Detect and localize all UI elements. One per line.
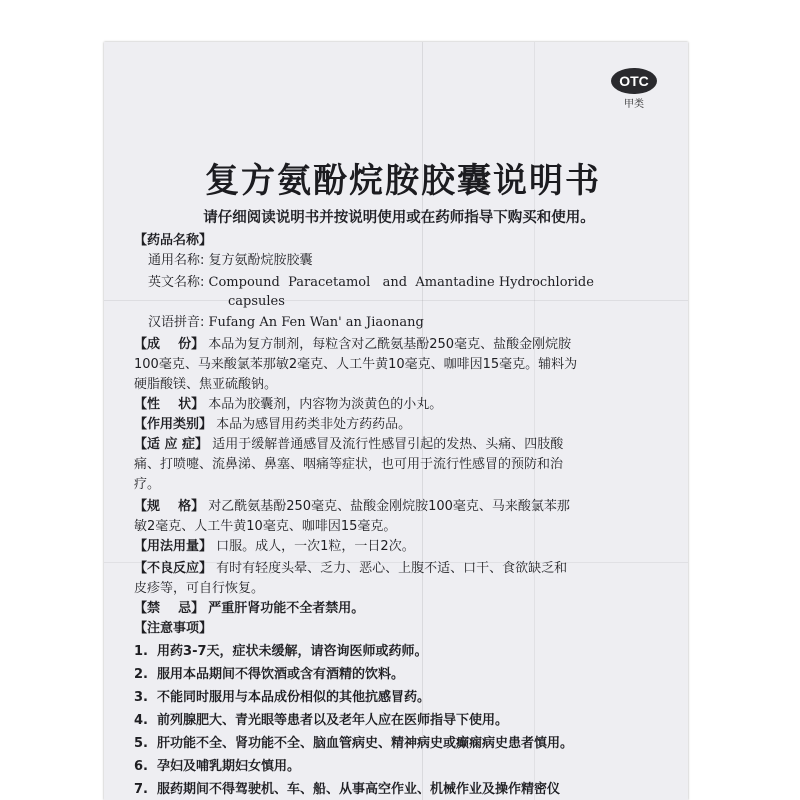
- dosage-row: [134, 538, 415, 556]
- adverse-text-cont: 皮疹等，可自行恢复。: [134, 581, 265, 596]
- pinyin-label: 汉语拼音:: [148, 315, 205, 330]
- list-item: 4. 前列腺肥大、青光眼等患者以及老年人应在医师指导下使用。: [134, 713, 509, 728]
- generic-name-row: [148, 252, 313, 270]
- category-text: 本品为感冒用药类非处方药药品。: [216, 417, 412, 432]
- contraindications-row: [134, 600, 364, 618]
- list-item: 3. 不能同时服用与本品成份相似的其他抗感冒药。: [134, 690, 431, 705]
- indications-row: [134, 436, 563, 454]
- english-name-value: Compound Paracetamol and Amantadine Hydrochloride: [208, 275, 594, 290]
- specification-row: [134, 498, 570, 516]
- list-item: 6. 孕妇及哺乳期妇女慎用。: [134, 759, 301, 774]
- pinyin-row: [148, 314, 424, 332]
- list-item: 1. 用药3-7天，症状未缓解，请咨询医师或药师。: [134, 644, 428, 659]
- generic-name-label: 通用名称:: [148, 253, 205, 268]
- specification-text-cont: 敏2毫克、人工牛黄10毫克、咖啡因15毫克。: [134, 519, 397, 534]
- otc-logo: OTC: [611, 68, 657, 94]
- section-header-precautions: 【注意事项】: [134, 621, 213, 636]
- fold-crease: [104, 300, 688, 301]
- section-header-category: 【作用类别】: [134, 417, 213, 432]
- indications-text: 适用于缓解普通感冒及流行性感冒引起的发热、头痛、四肢酸: [212, 437, 564, 452]
- list-item: 7. 服药期间不得驾驶机、车、船、从事高空作业、机械作业及操作精密仪: [134, 782, 561, 797]
- english-name-row: [148, 274, 594, 292]
- list-item: 5. 肝功能不全、肾功能不全、脑血管病史、精神病史或癫痫病史患者慎用。: [134, 736, 574, 751]
- properties-row: [134, 396, 442, 414]
- category-row: [134, 416, 411, 434]
- otc-class-label: 甲类: [624, 99, 644, 110]
- section-header-properties: 【性 状】: [134, 397, 205, 412]
- generic-name-value: 复方氨酚烷胺胶囊: [208, 253, 313, 268]
- specification-text: 对乙酰氨基酚250毫克、盐酸金刚烷胺100毫克、马来酸氯苯那: [208, 499, 570, 514]
- adverse-text: 有时有轻度头晕、乏力、恶心、上腹不适、口干、食欲缺乏和: [216, 561, 568, 576]
- indications-text-cont: 痛、打喷嚏、流鼻涕、鼻塞、咽痛等症状，也可用于流行性感冒的预防和治: [134, 457, 564, 472]
- composition-row: [134, 336, 571, 354]
- otc-badge: [611, 68, 657, 110]
- english-name-value-cont: capsules: [228, 294, 285, 309]
- indications-text-cont: 疗。: [134, 477, 161, 492]
- contraindications-text: 严重肝肾功能不全者禁用。: [208, 601, 365, 616]
- composition-text-cont: 100毫克、马来酸氯苯那敏2毫克、人工牛黄10毫克、咖啡因15毫克。辅料为: [134, 357, 578, 372]
- dosage-text: 口服。成人，一次1粒，一日2次。: [216, 539, 415, 554]
- section-header-contraindications: 【禁 忌】: [134, 601, 205, 616]
- section-header-composition: 【成 份】: [134, 337, 205, 352]
- section-header-adverse: 【不良反应】: [134, 561, 213, 576]
- section-header-specification: 【规 格】: [134, 499, 205, 514]
- pinyin-value: Fufang An Fen Wan' an Jiaonang: [208, 315, 424, 330]
- leaflet-paper: [104, 42, 688, 800]
- section-header-indications: 【适 应 症】: [134, 437, 209, 452]
- section-header-drug-name: 【药品名称】: [134, 233, 213, 248]
- usage-notice: 请仔细阅读说明书并按说明使用或在药师指导下购买和使用。: [203, 210, 595, 226]
- list-item: 2. 服用本品期间不得饮酒或含有酒精的饮料。: [134, 667, 405, 682]
- english-name-label: 英文名称:: [148, 275, 205, 290]
- composition-text-cont: 硬脂酸镁、焦亚硫酸钠。: [134, 377, 278, 392]
- composition-text: 本品为复方制剂，每粒含对乙酰氨基酚250毫克、盐酸金刚烷胺: [208, 337, 572, 352]
- section-header-dosage: 【用法用量】: [134, 539, 213, 554]
- adverse-row: [134, 560, 567, 578]
- properties-text: 本品为胶囊剂，内容物为淡黄色的小丸。: [208, 397, 443, 412]
- document-title: 复方氨酚烷胺胶囊说明书: [205, 161, 601, 201]
